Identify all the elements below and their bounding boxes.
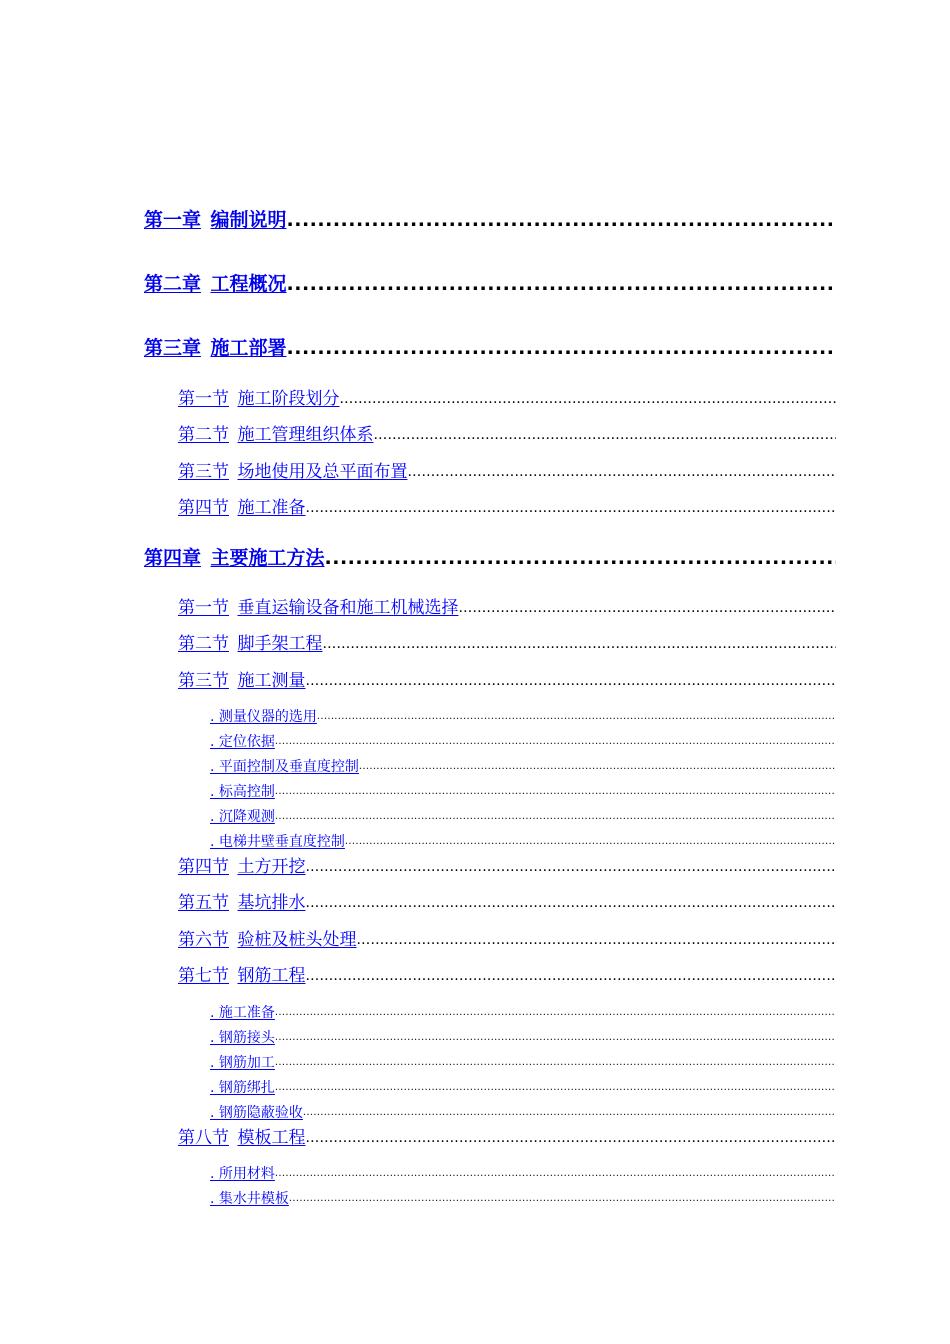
dot-leader bbox=[275, 1165, 836, 1183]
toc-item-link[interactable]: . 电梯井壁垂直度控制 bbox=[210, 834, 345, 850]
chapter-number: 第二章 bbox=[144, 273, 202, 295]
dot-leader bbox=[459, 597, 837, 619]
section-title: 验桩及桩头处理 bbox=[237, 930, 357, 950]
toc-item bbox=[210, 1165, 836, 1183]
dot-leader bbox=[287, 336, 836, 360]
section-number: 第六节 bbox=[178, 930, 229, 950]
toc-section-link[interactable] bbox=[178, 965, 306, 987]
dot-leader bbox=[306, 1127, 837, 1149]
dot-leader bbox=[306, 670, 837, 692]
toc-section-link[interactable] bbox=[178, 388, 340, 410]
dot-leader bbox=[289, 1190, 836, 1208]
toc-section bbox=[178, 597, 836, 619]
toc-item bbox=[210, 1054, 836, 1072]
dot-leader bbox=[317, 708, 836, 726]
section-number: 第三节 bbox=[178, 671, 229, 691]
dot-leader bbox=[345, 833, 836, 851]
toc-section-link[interactable] bbox=[178, 633, 323, 655]
toc-section bbox=[178, 670, 836, 692]
toc-item-link[interactable]: . 测量仪器的选用 bbox=[210, 709, 317, 725]
dot-leader bbox=[275, 1054, 836, 1072]
chapter-number: 第一章 bbox=[144, 209, 202, 231]
dot-leader bbox=[275, 1029, 836, 1047]
toc-item-link[interactable]: . 集水井模板 bbox=[210, 1191, 289, 1207]
section-title: 钢筋工程 bbox=[237, 966, 306, 986]
toc-item bbox=[210, 833, 836, 851]
dot-leader bbox=[275, 783, 836, 801]
toc-item-link[interactable]: . 平面控制及垂直度控制 bbox=[210, 759, 359, 775]
section-title: 施工阶段划分 bbox=[237, 389, 340, 409]
toc-section bbox=[178, 388, 836, 410]
dot-leader bbox=[408, 461, 837, 483]
section-title: 土方开挖 bbox=[237, 857, 306, 877]
toc-section-link[interactable] bbox=[178, 670, 306, 692]
toc-section-link[interactable] bbox=[178, 1127, 306, 1149]
chapter-title: 工程概况 bbox=[210, 273, 287, 295]
dot-leader bbox=[275, 1079, 836, 1097]
toc-item-link[interactable]: . 施工准备 bbox=[210, 1005, 275, 1021]
toc-item-link[interactable]: . 钢筋绑扎 bbox=[210, 1080, 275, 1096]
toc-item bbox=[210, 783, 836, 801]
section-number: 第二节 bbox=[178, 425, 229, 445]
toc-section bbox=[178, 633, 836, 655]
toc-item bbox=[210, 1029, 836, 1047]
section-title: 场地使用及总平面布置 bbox=[237, 462, 408, 482]
section-title: 垂直运输设备和施工机械选择 bbox=[237, 598, 459, 618]
section-number: 第七节 bbox=[178, 966, 229, 986]
dot-leader bbox=[303, 1104, 836, 1122]
dot-leader bbox=[306, 965, 837, 987]
dot-leader bbox=[275, 808, 836, 826]
toc-section bbox=[178, 1127, 836, 1149]
dot-leader bbox=[357, 929, 837, 951]
section-number: 第一节 bbox=[178, 598, 229, 618]
section-title: 基坑排水 bbox=[237, 893, 306, 913]
section-number: 第四节 bbox=[178, 857, 229, 877]
toc-item bbox=[210, 1004, 836, 1022]
toc-item bbox=[210, 708, 836, 726]
toc-chapter-4 bbox=[144, 546, 836, 570]
toc-section bbox=[178, 929, 836, 951]
section-title: 脚手架工程 bbox=[237, 634, 323, 654]
dot-leader bbox=[287, 272, 836, 296]
toc-item-link[interactable]: . 钢筋隐蔽验收 bbox=[210, 1105, 303, 1121]
toc-item bbox=[210, 1079, 836, 1097]
toc-item-link[interactable]: . 沉降观测 bbox=[210, 809, 275, 825]
chapter-number: 第四章 bbox=[144, 547, 202, 569]
toc-section bbox=[178, 424, 836, 446]
toc-section-link[interactable] bbox=[178, 497, 306, 519]
toc-section bbox=[178, 461, 836, 483]
toc-chapter-3 bbox=[144, 336, 836, 360]
toc-chapter-3-link[interactable] bbox=[144, 336, 287, 360]
toc-chapter-2-link[interactable] bbox=[144, 272, 287, 296]
chapter-title: 施工部署 bbox=[210, 337, 287, 359]
toc-item-link[interactable]: . 所用材料 bbox=[210, 1166, 275, 1182]
dot-leader bbox=[323, 633, 837, 655]
toc-item bbox=[210, 1104, 836, 1122]
section-number: 第四节 bbox=[178, 498, 229, 518]
dot-leader bbox=[325, 546, 836, 570]
section-title: 施工测量 bbox=[237, 671, 306, 691]
chapter-title: 主要施工方法 bbox=[210, 547, 325, 569]
toc-section bbox=[178, 965, 836, 987]
toc-section bbox=[178, 497, 836, 519]
toc-item-link[interactable]: . 标高控制 bbox=[210, 784, 275, 800]
toc-item-link[interactable]: . 钢筋加工 bbox=[210, 1055, 275, 1071]
chapter-title: 编制说明 bbox=[210, 209, 287, 231]
toc-chapter-4-link[interactable] bbox=[144, 546, 325, 570]
toc-section-link[interactable] bbox=[178, 892, 306, 914]
toc-item bbox=[210, 808, 836, 826]
dot-leader bbox=[275, 733, 836, 751]
dot-leader bbox=[287, 208, 836, 232]
toc-item-link[interactable]: . 钢筋接头 bbox=[210, 1030, 275, 1046]
toc-section-link[interactable] bbox=[178, 424, 374, 446]
toc-section-link[interactable] bbox=[178, 856, 306, 878]
chapter-number: 第三章 bbox=[144, 337, 202, 359]
section-number: 第五节 bbox=[178, 893, 229, 913]
toc-item-link[interactable]: . 定位依据 bbox=[210, 734, 275, 750]
dot-leader bbox=[359, 758, 836, 776]
toc-section bbox=[178, 892, 836, 914]
section-title: 施工准备 bbox=[237, 498, 306, 518]
section-number: 第二节 bbox=[178, 634, 229, 654]
toc-item bbox=[210, 758, 836, 776]
toc-section-link[interactable] bbox=[178, 461, 408, 483]
toc-item bbox=[210, 1190, 836, 1208]
dot-leader bbox=[306, 856, 837, 878]
section-number: 第三节 bbox=[178, 462, 229, 482]
toc-section-link[interactable] bbox=[178, 929, 357, 951]
toc-section-link[interactable] bbox=[178, 597, 459, 619]
section-number: 第一节 bbox=[178, 389, 229, 409]
toc-chapter-1 bbox=[144, 208, 836, 232]
dot-leader bbox=[275, 1004, 836, 1022]
toc-chapter-1-link[interactable] bbox=[144, 208, 287, 232]
section-title: 施工管理组织体系 bbox=[237, 425, 374, 445]
toc-section bbox=[178, 856, 836, 878]
dot-leader bbox=[340, 388, 837, 410]
dot-leader bbox=[374, 424, 837, 446]
toc-chapter-2 bbox=[144, 272, 836, 296]
dot-leader bbox=[306, 497, 837, 519]
toc-item bbox=[210, 733, 836, 751]
section-number: 第八节 bbox=[178, 1128, 229, 1148]
dot-leader bbox=[306, 892, 837, 914]
section-title: 模板工程 bbox=[237, 1128, 306, 1148]
